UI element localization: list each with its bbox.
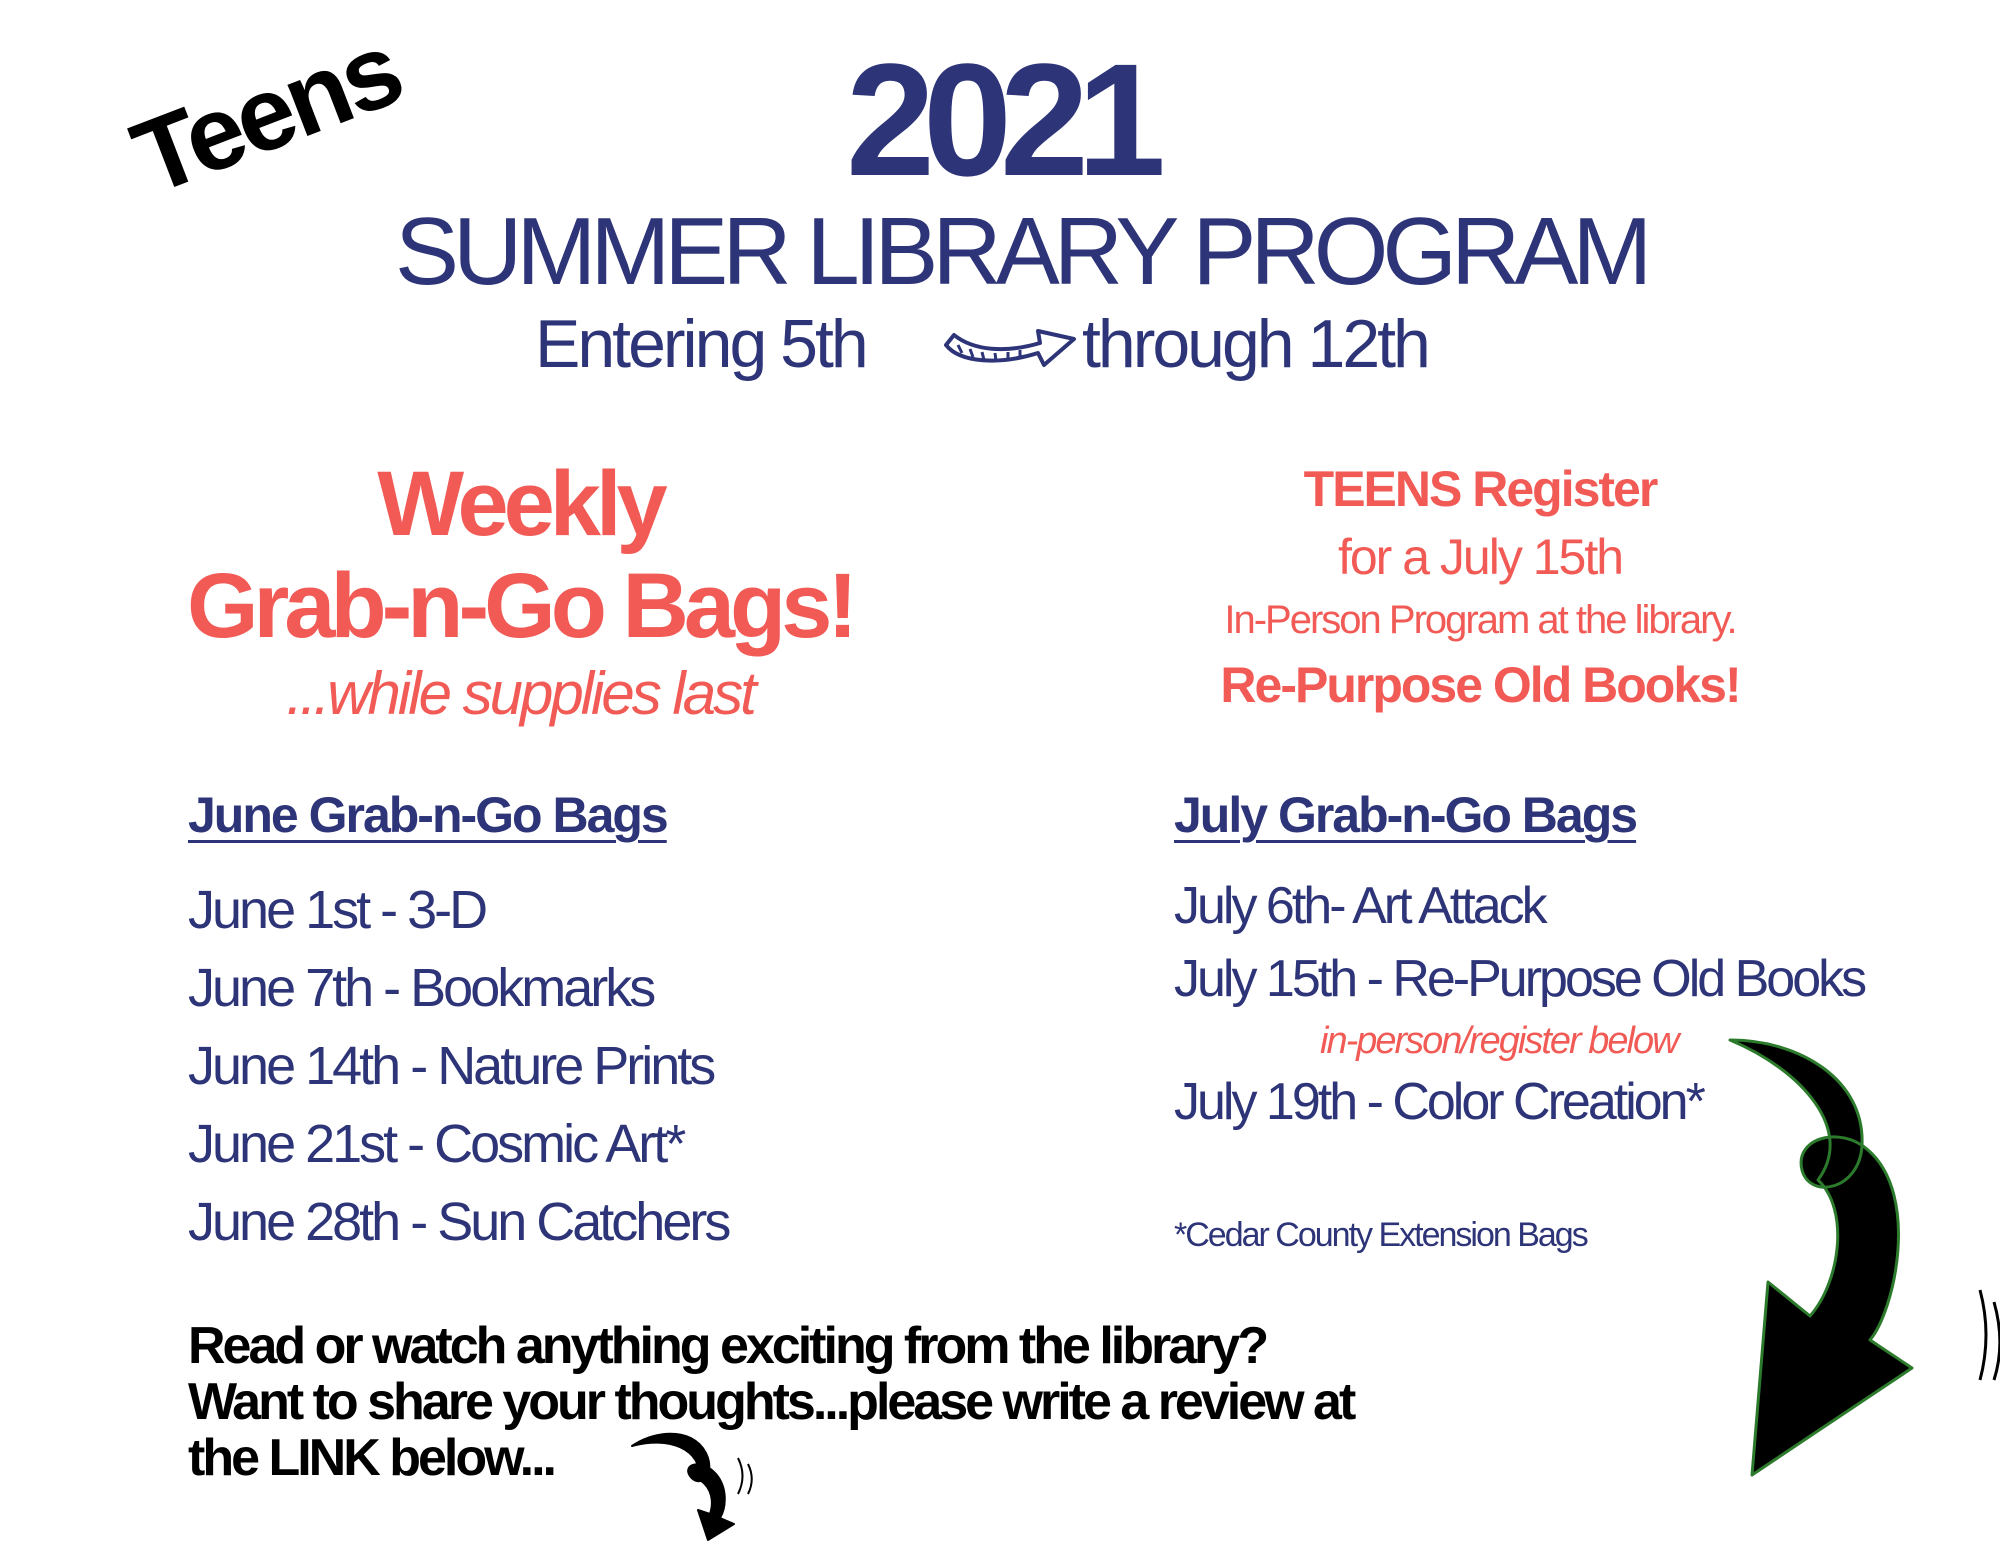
extension-footnote: *Cedar County Extension Bags	[1174, 1216, 1587, 1254]
link-arrow-icon[interactable]	[628, 1418, 768, 1545]
register-program-name: Re-Purpose Old Books!	[1220, 657, 1740, 713]
grab-n-go-title-line1: Weekly	[377, 453, 663, 555]
program-title: SUMMER LIBRARY PROGRAM	[395, 198, 1647, 305]
register-date: for a July 15th	[1337, 529, 1623, 585]
grade-range-start: Entering 5th	[535, 306, 866, 382]
list-item: June 21st - Cosmic Art*	[188, 1114, 684, 1174]
june-schedule-list	[188, 880, 728, 1270]
teens-label: Teens	[118, 11, 415, 218]
swirl-down-arrow-icon	[1690, 1020, 2000, 1500]
review-prompt-line2: Want to share your thoughts...please write a review at	[188, 1373, 1354, 1431]
curved-arrow-icon	[940, 323, 1080, 375]
review-prompt-line3[interactable]: the LINK below...	[188, 1429, 554, 1487]
list-item: June 14th - Nature Prints	[188, 1036, 714, 1096]
register-location: In-Person Program at the library.	[1224, 598, 1736, 642]
list-item: June 28th - Sun Catchers	[188, 1192, 729, 1252]
list-item: June 1st - 3-D	[188, 880, 486, 940]
june-heading: June Grab-n-Go Bags	[188, 787, 667, 843]
list-item: July 19th - Color Creation*	[1174, 1073, 1703, 1131]
july-heading: July Grab-n-Go Bags	[1174, 787, 1637, 843]
year-title: 2021	[846, 30, 1154, 209]
in-person-note: in-person/register below	[1320, 1020, 1678, 1062]
review-prompt-line1: Read or watch anything exciting from the library?	[188, 1317, 1267, 1375]
list-item: July 6th- Art Attack	[1174, 877, 1545, 935]
grab-n-go-title-line2: Grab-n-Go Bags!	[186, 555, 854, 657]
list-item: July 15th - Re-Purpose Old Books	[1174, 950, 1865, 1008]
grab-n-go-subtitle: ...while supplies last	[286, 660, 754, 727]
register-heading: TEENS Register	[1303, 461, 1657, 517]
list-item: June 7th - Bookmarks	[188, 958, 654, 1018]
grade-range-end: through 12th	[1082, 306, 1428, 382]
